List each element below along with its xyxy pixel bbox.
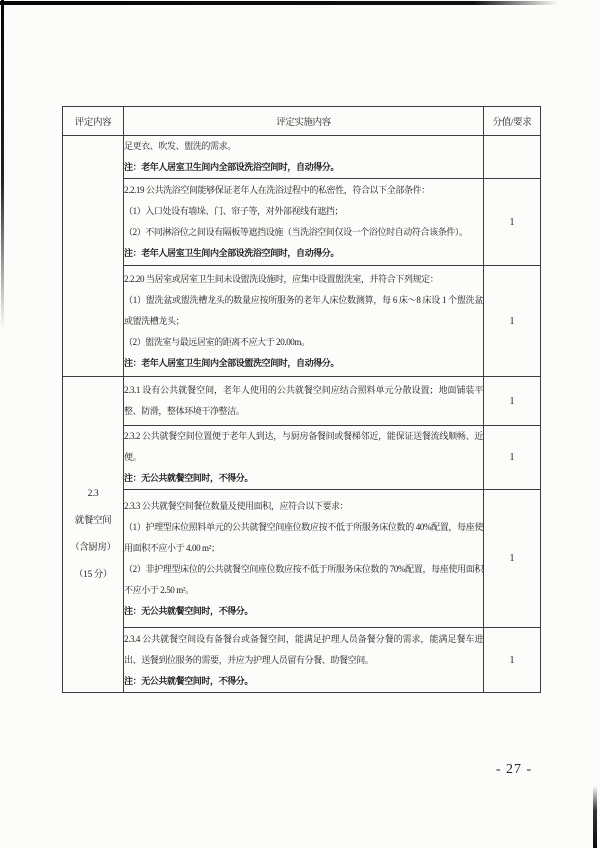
section-label-line: （15 分） xyxy=(74,569,112,580)
scan-artifact-top-edge xyxy=(0,1,558,5)
table-row xyxy=(63,179,541,266)
scan-artifact-right-edge xyxy=(593,786,597,848)
row-paragraph: （2）不同淋浴位之间设有隔板等遮挡设施（当洗浴空间仅设一个浴位时自动符合该条件）。 xyxy=(124,227,468,237)
section-label-2-3 xyxy=(63,377,124,693)
row-paragraph: 2.3.3 公共就餐空间餐位数量及使用面积，应符合以下要求： xyxy=(124,500,349,511)
table-row xyxy=(63,136,541,179)
score-cell: 1 xyxy=(484,377,541,426)
row-2-3-1-cell xyxy=(124,377,484,426)
score-cell: 1 xyxy=(484,628,541,693)
row-paragraph: （1）护理型床位照料单元的公共就餐空间座位数应按不低于所服务床位数的 40%配置，每座使用面积不应小于 4.00 m²； xyxy=(124,521,483,553)
table-row xyxy=(63,266,541,377)
section-label-line: 2.3 xyxy=(87,488,99,499)
score-cell: 1 xyxy=(484,426,541,490)
row-paragraph: 2.3.4 公共就餐空间设有备餐台或备餐空间，能满足护理人员备餐分餐的需求，能满足餐车进出、送餐到位服务的需要，并应为护理人员留有分餐、助餐空间。 xyxy=(124,633,483,665)
column-header-score-requirement: 分值/要求 xyxy=(484,107,541,136)
row-paragraph: 2.3.2 公共就餐空间位置便于老年人到达，与厨房备餐间或餐梯邻近，能保证送餐流线顺畅、近便。 xyxy=(124,431,483,462)
row-2-3-2-cell xyxy=(124,426,484,490)
row-paragraph: （2）非护理型床位的公共就餐空间座位数应按不低于所服务床位数的 70%配置，每座使用面积不应小于 2.50 m²。 xyxy=(124,563,483,595)
section-label-empty xyxy=(63,136,124,377)
row-paragraph: （2）盥洗室与最远居室的距离不应大于 20.00m。 xyxy=(124,336,310,347)
row-note: 注：老年人居室卫生间内全部设洗浴空间时，自动得分。 xyxy=(124,162,340,172)
section-label-line: 就餐空间 xyxy=(74,515,112,526)
row-paragraph: 2.2.20 当居室或居室卫生间未设盥洗设施时，应集中设置盥洗室，并符合下列规定： xyxy=(124,273,439,284)
row-2-2-19-cell xyxy=(124,179,484,266)
row-paragraph: 2.3.1 设有公共就餐空间，老年人使用的公共就餐空间应结合照料单元分散设置；地面铺装平整、防滑，整体环境干净整洁。 xyxy=(124,385,483,416)
row-note: 注：无公共就餐空间时，不得分。 xyxy=(124,675,254,686)
score-cell: 1 xyxy=(484,266,541,377)
row-2-3-4-cell xyxy=(124,628,484,693)
row-note: 注：老年人居室卫生间内全部设洗浴空间时，自动得分。 xyxy=(124,248,340,258)
row-note: 注：老年人居室卫生间内全部设盥洗空间时，自动得分。 xyxy=(124,357,340,368)
row-note: 注：无公共就餐空间时，不得分。 xyxy=(124,473,254,483)
row-continuation-cell xyxy=(124,136,484,179)
row-paragraph: 足更衣、吹发、盥洗的需求。 xyxy=(124,141,236,151)
table-row xyxy=(63,628,541,693)
table-row xyxy=(63,426,541,490)
table-row xyxy=(63,377,541,426)
row-2-2-20-cell xyxy=(124,266,484,377)
table-row xyxy=(63,490,541,628)
page-number: - 27 - xyxy=(495,762,533,777)
score-cell: 1 xyxy=(484,179,541,266)
scan-artifact-left-edge xyxy=(1,0,4,330)
score-cell xyxy=(484,136,541,179)
row-paragraph: （1）盥洗盆或盥洗槽龙头的数量应按所服务的老年人床位数测算，每 6 床～8 床设 1 个盥洗盆或盥洗槽龙头； xyxy=(124,294,483,326)
evaluation-table xyxy=(62,106,541,693)
row-note: 注：无公共就餐空间时，不得分。 xyxy=(124,605,254,616)
section-label-line: （含厨房） xyxy=(70,542,116,553)
row-paragraph: 2.2.19 公共洗浴空间能够保证老年人在洗浴过程中的私密性，符合以下全部条件： xyxy=(124,185,430,195)
column-header-evaluation-content: 评定内容 xyxy=(63,107,124,136)
table-header-row xyxy=(63,107,541,136)
row-2-3-3-cell xyxy=(124,490,484,628)
column-header-implementation-content: 评定实施内容 xyxy=(124,107,484,136)
row-paragraph: （1）入口处设有墙垛、门、帘子等，对外部视线有遮挡； xyxy=(124,206,344,216)
score-cell: 1 xyxy=(484,490,541,628)
